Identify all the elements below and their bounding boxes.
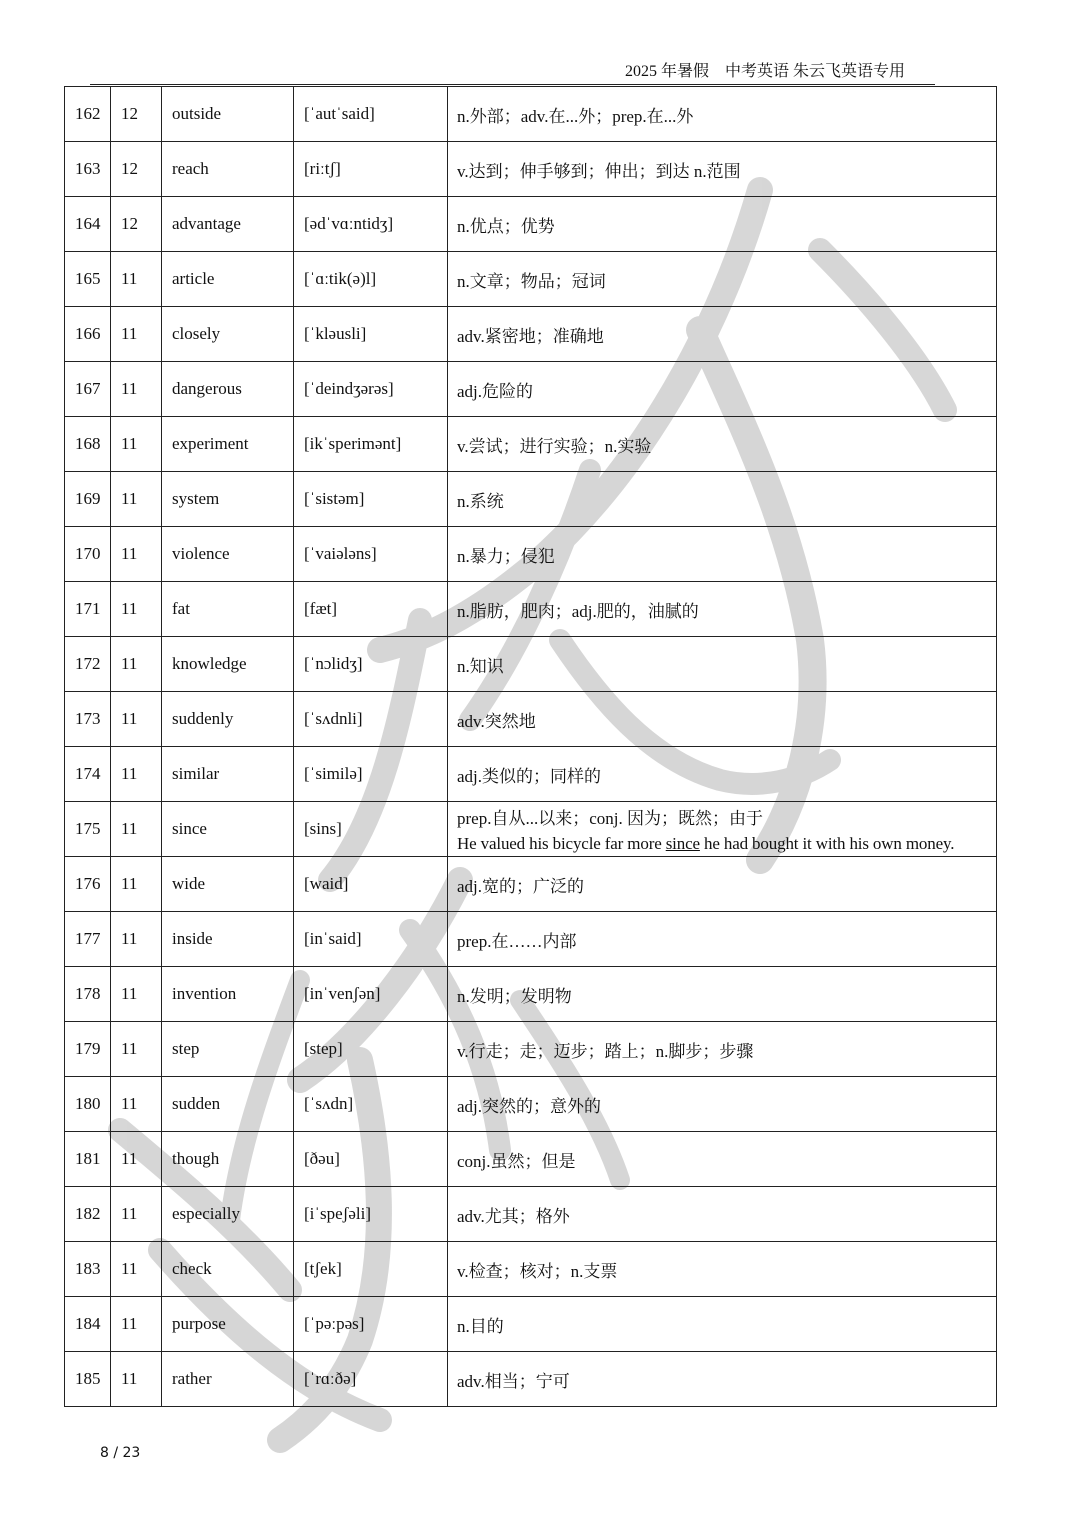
definition-cell: n.文章；物品；冠词 xyxy=(448,252,997,307)
definition-cell: n.优点；优势 xyxy=(448,197,997,252)
row-number-cell: 178 xyxy=(65,967,111,1022)
definition-cell: v.检查；核对；n.支票 xyxy=(448,1242,997,1297)
phonetic-cell: [ˈɑːtik(ə)l] xyxy=(294,252,448,307)
table-row xyxy=(65,967,997,1022)
frequency-cell: 11 xyxy=(111,417,162,472)
table-row xyxy=(65,142,997,197)
row-number-cell: 171 xyxy=(65,582,111,637)
frequency-cell: 11 xyxy=(111,692,162,747)
definition-cell: v.尝试；进行实验；n.实验 xyxy=(448,417,997,472)
row-number-cell: 175 xyxy=(65,802,111,857)
word-cell: closely xyxy=(162,307,294,362)
row-number-cell: 181 xyxy=(65,1132,111,1187)
frequency-cell: 11 xyxy=(111,747,162,802)
word-cell: purpose xyxy=(162,1297,294,1352)
phonetic-cell: [waid] xyxy=(294,857,448,912)
word-cell: rather xyxy=(162,1352,294,1407)
row-number-cell: 169 xyxy=(65,472,111,527)
table-row xyxy=(65,802,997,857)
frequency-cell: 11 xyxy=(111,1187,162,1242)
phonetic-cell: [riːtʃ] xyxy=(294,142,448,197)
definition-cell: adj.类似的；同样的 xyxy=(448,747,997,802)
word-cell: suddenly xyxy=(162,692,294,747)
row-number-cell: 182 xyxy=(65,1187,111,1242)
frequency-cell: 12 xyxy=(111,87,162,142)
example-text-end: he had bought it with his own money. xyxy=(699,834,955,853)
row-number-cell: 163 xyxy=(65,142,111,197)
word-cell: article xyxy=(162,252,294,307)
frequency-cell: 11 xyxy=(111,912,162,967)
frequency-cell: 11 xyxy=(111,307,162,362)
phonetic-cell: [ˈpəːpəs] xyxy=(294,1297,448,1352)
table-row xyxy=(65,307,997,362)
word-cell: fat xyxy=(162,582,294,637)
row-number-cell: 168 xyxy=(65,417,111,472)
row-number-cell: 166 xyxy=(65,307,111,362)
word-cell: similar xyxy=(162,747,294,802)
frequency-cell: 12 xyxy=(111,142,162,197)
row-number-cell: 174 xyxy=(65,747,111,802)
word-cell: reach xyxy=(162,142,294,197)
row-number-cell: 162 xyxy=(65,87,111,142)
definition-cell: n.知识 xyxy=(448,637,997,692)
row-number-cell: 185 xyxy=(65,1352,111,1407)
row-number-cell: 180 xyxy=(65,1077,111,1132)
word-cell: inside xyxy=(162,912,294,967)
table-row xyxy=(65,1077,997,1132)
row-number-cell: 183 xyxy=(65,1242,111,1297)
vocabulary-table xyxy=(64,86,997,1407)
frequency-cell: 11 xyxy=(111,1022,162,1077)
definition-cell: n.发明；发明物 xyxy=(448,967,997,1022)
row-number-cell: 164 xyxy=(65,197,111,252)
row-number-cell: 184 xyxy=(65,1297,111,1352)
phonetic-cell: [ədˈvɑːntidʒ] xyxy=(294,197,448,252)
phonetic-cell: [ˈkləusli] xyxy=(294,307,448,362)
phonetic-cell: [ˈautˈsaid] xyxy=(294,87,448,142)
phonetic-cell: [tʃek] xyxy=(294,1242,448,1297)
definition-cell: n.系统 xyxy=(448,472,997,527)
row-number-cell: 167 xyxy=(65,362,111,417)
phonetic-cell: [ikˈsperimənt] xyxy=(294,417,448,472)
row-number-cell: 176 xyxy=(65,857,111,912)
table-row xyxy=(65,637,997,692)
phonetic-cell: [ˈsimilə] xyxy=(294,747,448,802)
row-number-cell: 179 xyxy=(65,1022,111,1077)
definition-cell: n.脂肪，肥肉；adj.肥的，油腻的 xyxy=(448,582,997,637)
frequency-cell: 12 xyxy=(111,197,162,252)
definition-text: prep.自从...以来；conj. 因为；既然；由于 xyxy=(457,809,763,828)
phonetic-cell: [inˈvenʃən] xyxy=(294,967,448,1022)
frequency-cell: 11 xyxy=(111,802,162,857)
row-number-cell: 165 xyxy=(65,252,111,307)
phonetic-cell: [step] xyxy=(294,1022,448,1077)
table-row xyxy=(65,1132,997,1187)
table-row xyxy=(65,1297,997,1352)
definition-cell: n.目的 xyxy=(448,1297,997,1352)
phonetic-cell: [ˈnɔlidʒ] xyxy=(294,637,448,692)
phonetic-cell: [ˈsʌdn] xyxy=(294,1077,448,1132)
page-header: 2025 年暑假 中考英语 朱云飞英语专用 xyxy=(624,63,905,80)
definition-cell: adv.紧密地；准确地 xyxy=(448,307,997,362)
frequency-cell: 11 xyxy=(111,857,162,912)
definition-cell: v.行走；走；迈步；踏上；n.脚步；步骤 xyxy=(448,1022,997,1077)
row-number-cell: 172 xyxy=(65,637,111,692)
table-row xyxy=(65,87,997,142)
word-cell: step xyxy=(162,1022,294,1077)
table-row xyxy=(65,417,997,472)
table-row xyxy=(65,362,997,417)
table-row xyxy=(65,1022,997,1077)
frequency-cell: 11 xyxy=(111,1077,162,1132)
phonetic-cell: [fæt] xyxy=(294,582,448,637)
phonetic-cell: [iˈspeʃəli] xyxy=(294,1187,448,1242)
frequency-cell: 11 xyxy=(111,472,162,527)
definition-cell: adv.尤其；格外 xyxy=(448,1187,997,1242)
phonetic-cell: [ˈsistəm] xyxy=(294,472,448,527)
frequency-cell: 11 xyxy=(111,582,162,637)
example-keyword: since xyxy=(665,834,700,853)
definition-cell: conj.虽然；但是 xyxy=(448,1132,997,1187)
table-row xyxy=(65,582,997,637)
frequency-cell: 11 xyxy=(111,1297,162,1352)
frequency-cell: 11 xyxy=(111,637,162,692)
definition-cell: adj.突然的；意外的 xyxy=(448,1077,997,1132)
definition-cell: adj.宽的；广泛的 xyxy=(448,857,997,912)
frequency-cell: 11 xyxy=(111,1132,162,1187)
frequency-cell: 11 xyxy=(111,967,162,1022)
row-number-cell: 173 xyxy=(65,692,111,747)
table-row xyxy=(65,912,997,967)
table-row xyxy=(65,747,997,802)
table-row xyxy=(65,527,997,582)
table-row xyxy=(65,857,997,912)
phonetic-cell: [ˈsʌdnli] xyxy=(294,692,448,747)
word-cell: sudden xyxy=(162,1077,294,1132)
table-row xyxy=(65,197,997,252)
word-cell: knowledge xyxy=(162,637,294,692)
definition-cell: v.达到；伸手够到；伸出；到达 n.范围 xyxy=(448,142,997,197)
definition-cell: adv.相当；宁可 xyxy=(448,1352,997,1407)
phonetic-cell: [inˈsaid] xyxy=(294,912,448,967)
row-number-cell: 170 xyxy=(65,527,111,582)
word-cell: wide xyxy=(162,857,294,912)
definition-cell: adv.突然地 xyxy=(448,692,997,747)
phonetic-cell: [sins] xyxy=(294,802,448,857)
table-row xyxy=(65,252,997,307)
frequency-cell: 11 xyxy=(111,1242,162,1297)
phonetic-cell: [ˈrɑːðə] xyxy=(294,1352,448,1407)
header-rule xyxy=(90,84,935,85)
table-row xyxy=(65,472,997,527)
phonetic-cell: [ˈdeindʒərəs] xyxy=(294,362,448,417)
definition-cell: n.外部；adv.在...外；prep.在...外 xyxy=(448,87,997,142)
word-cell: since xyxy=(162,802,294,857)
frequency-cell: 11 xyxy=(111,362,162,417)
word-cell: especially xyxy=(162,1187,294,1242)
page-number: 8 / 23 xyxy=(100,1445,141,1461)
frequency-cell: 11 xyxy=(111,527,162,582)
table-row xyxy=(65,1352,997,1407)
word-cell: check xyxy=(162,1242,294,1297)
word-cell: experiment xyxy=(162,417,294,472)
word-cell: violence xyxy=(162,527,294,582)
frequency-cell: 11 xyxy=(111,1352,162,1407)
definition-cell: adj.危险的 xyxy=(448,362,997,417)
row-number-cell: 177 xyxy=(65,912,111,967)
table-row xyxy=(65,692,997,747)
example-sentence xyxy=(457,834,987,854)
word-cell: invention xyxy=(162,967,294,1022)
example-text-start: He valued his bicycle far more xyxy=(457,834,666,853)
word-cell: advantage xyxy=(162,197,294,252)
frequency-cell: 11 xyxy=(111,252,162,307)
table-row xyxy=(65,1242,997,1297)
table-row xyxy=(65,1187,997,1242)
word-cell: system xyxy=(162,472,294,527)
word-cell: dangerous xyxy=(162,362,294,417)
word-cell: though xyxy=(162,1132,294,1187)
definition-cell xyxy=(448,802,997,857)
phonetic-cell: [ˈvaiələns] xyxy=(294,527,448,582)
definition-cell: n.暴力；侵犯 xyxy=(448,527,997,582)
definition-cell: prep.在……内部 xyxy=(448,912,997,967)
word-cell: outside xyxy=(162,87,294,142)
phonetic-cell: [ðəu] xyxy=(294,1132,448,1187)
